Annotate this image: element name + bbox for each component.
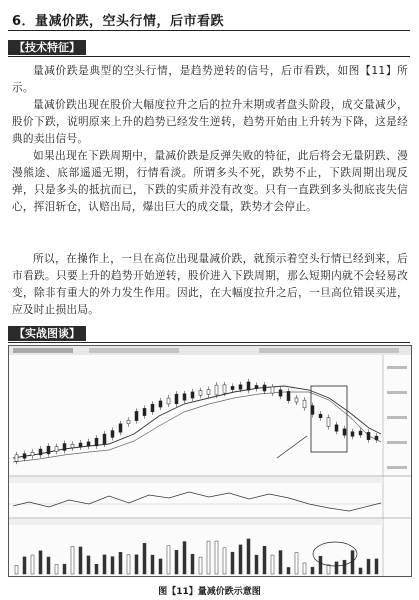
volume-bar [263,546,266,574]
section-label-practice: 【实战图谈】 [8,326,86,341]
candle-body [375,436,378,440]
volume-bar [359,568,362,574]
candle-body [127,420,130,424]
volume-bar [199,557,202,574]
volume-bar [95,564,98,574]
candle-body [183,394,186,400]
volume-bar [335,562,338,574]
paragraph-1: 量减价跌是典型的空头行情，是趋势逆转的信号，后市看跌，如图【11】所示。 [12,65,408,94]
volume-bar [303,563,306,574]
candle-body [63,444,66,451]
candle-body [23,454,26,459]
volume-bar [367,559,370,574]
candle-body [343,429,346,435]
volume-bar [287,567,290,574]
volume-bar [295,553,298,574]
volume-bar [247,539,250,574]
indicator-panel [9,477,411,518]
candle-body [263,385,266,391]
volume-bars [15,539,378,574]
volume-bar [23,557,26,574]
candle-body [175,394,178,404]
candle-body [55,447,58,452]
volume-bar [31,555,34,574]
paragraph-3: 如果出现在下跌周期中，量减价跌是反弹失败的特征，此后将会无量阴跌、漫漫熊途、底部遥遥无期，行情看淡。所谓多头不死，跌势不止，下跌周期出现反弹，只是多头的抵抗而已，下跌的实质并没有改变。只有一直跌到多头彻底丧失信心，挥泪斩仓，认赔出局，爆出巨大的成交量，跌势才会停止。 [12,150,408,213]
volume-bar [15,565,18,574]
candlesticks [15,379,378,464]
volume-panel [9,519,383,574]
volume-bar [63,564,66,574]
volume-bar [119,552,122,574]
candle-body [95,438,98,446]
candle-body [351,432,354,437]
candle-body [319,414,322,418]
candle-body [143,408,146,415]
candle-body [191,392,194,398]
figure-caption: 图【11】量减价跌示意图 [158,587,261,597]
candle-body [199,391,202,396]
volume-bar [327,565,330,574]
candle-body [327,418,330,427]
indicator-line [13,492,381,511]
volume-bar [215,541,218,574]
paragraph-4: 所以，在操作上，一旦在高位出现量减价跌，就预示着空头行情已经到来，后市看跌。只要上升的趋势开始逆转，股价进入下跌周期，那么短期内就不会轻易改变，除非有重大的外力发生作用。因此，在大幅度拉升之后，一旦高位错误买进，应及时止损出局。 [12,253,408,316]
volume-bar [223,548,226,574]
candle-body [159,401,162,407]
candle-body [15,455,18,461]
volume-bar [175,550,178,574]
candle-body [87,442,90,446]
candle-body [239,385,242,390]
chart-header-strip [9,346,411,355]
volume-bar [87,556,90,574]
moving-average-line-1 [13,386,381,458]
volume-bar [47,557,50,574]
section-header-features [8,40,410,57]
candle-body [31,452,34,456]
price-axis-ticks [387,366,407,469]
volume-bar [191,554,194,574]
volume-bar [319,556,322,574]
volume-bar [71,547,74,574]
moving-average-line-2 [13,392,381,462]
volume-bar [279,551,282,574]
candle-body [223,385,226,393]
volume-bar [79,547,82,574]
candle-body [151,404,154,412]
volume-bar [183,542,186,574]
candle-body [79,443,82,447]
stock-chart-figure [8,345,412,577]
volume-bar [135,555,138,574]
section-header-practice [8,326,410,343]
volume-bar [271,555,274,574]
pointer-arrow [277,436,307,458]
volume-bar [311,567,314,574]
volume-bar [231,552,234,574]
volume-bar [127,555,130,574]
volume-bar [151,555,154,574]
volume-bar [167,546,170,574]
title-divider [8,30,410,31]
volume-bar [207,541,210,574]
volume-bar [343,560,346,574]
candle-body [271,387,274,393]
paragraph-2: 量减价跌出现在股价大幅度拉升之后的拉升末期或者盘头阶段，成交量减少，股价下跌，说明原来上升的趋势已经发生逆转，趋势开始由上升转为下降，这是经典的卖出信号。 [12,99,408,145]
candle-body [287,391,290,400]
candle-body [215,385,218,395]
candle-body [311,406,314,415]
page-title: 6．量减价跌，空头行情，后市看跌 [12,14,225,29]
candle-body [247,382,250,390]
candle-body [335,425,338,431]
candle-body [231,386,234,389]
candle-body [207,390,210,395]
candle-body [47,446,50,454]
volume-bar [39,551,42,574]
section-label-features: 【技术特征】 [8,40,86,55]
candle-body [367,432,370,439]
volume-bar [55,565,58,574]
candle-body [71,444,74,447]
candle-body [255,385,258,388]
candle-body [295,398,298,402]
candle-body [167,398,170,404]
volume-bar [111,557,114,574]
candle-body [111,431,114,438]
candle-body [135,411,138,420]
volume-bar [239,545,242,574]
candle-body [279,390,282,396]
volume-bar [375,559,378,574]
volume-bar [103,555,106,574]
candle-body [303,400,306,408]
volume-bar [159,559,162,574]
candle-body [119,424,122,432]
candle-body [39,449,42,455]
candle-body [359,431,362,435]
volume-bar [143,543,146,574]
volume-bar [255,555,258,574]
candle-body [103,434,106,444]
